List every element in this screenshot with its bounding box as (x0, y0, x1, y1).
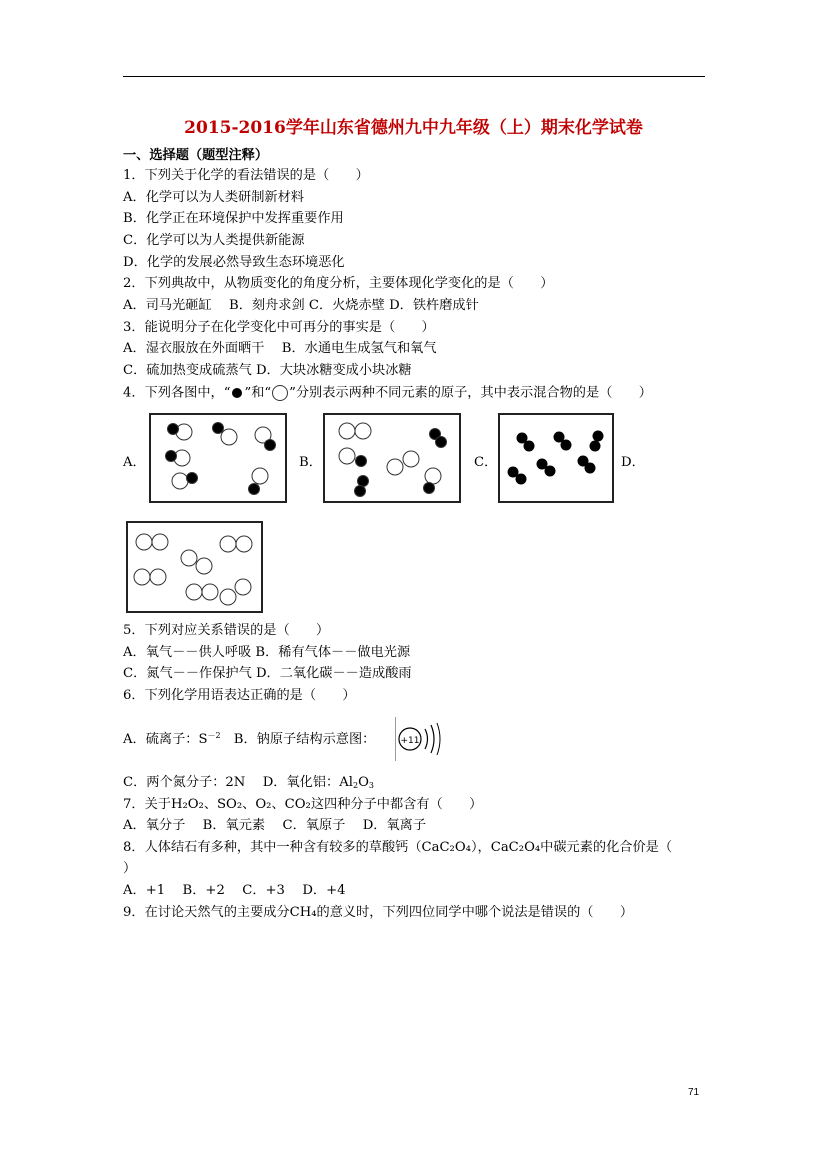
nucleus-charge: +11 (400, 736, 420, 746)
q6-o-subscript: 3 (368, 781, 374, 790)
black-atom-icon (230, 386, 244, 400)
q9-stem-part2: 的意义时，下列四位同学中哪个说法是错误的（ ） (316, 905, 634, 920)
q9-formula: CH₄ (289, 905, 317, 920)
page-title: 2015-2016学年山东省德州九中九年级（上）期末化学试卷 (184, 118, 643, 138)
q8-stem (123, 840, 672, 856)
q6-option-b: B．钠原子结构示意图： (220, 732, 376, 747)
q9-stem (123, 905, 633, 921)
q6-stem: 6．下列化学用语表达正确的是（ ） (123, 688, 356, 703)
sodium-structure-diagram (395, 717, 442, 765)
q4-diagram-c (498, 413, 614, 503)
q6-oxygen-symbol: O (358, 775, 369, 790)
q4-label-c: C． (474, 455, 498, 470)
q2-stem: 2．下列典故中，从物质变化的角度分析，主要体现化学变化的是（ ） (123, 276, 554, 291)
q6-sulfide-charge: －2 (207, 731, 221, 740)
q6-option-a: A．硫离子：S (123, 732, 208, 747)
q4-label-b: B． (299, 455, 322, 470)
q8-stem-part3: 中碳元素的化合价是（ (540, 840, 673, 855)
q4-diagram-b (323, 413, 461, 503)
header-rule (123, 76, 705, 77)
q5-options-ab: A．氧气－－供人呼吸 B．稀有气体－－做电光源 (123, 645, 411, 660)
q4-stem-part3: ”分别表示两种不同元素的原子，其中表示混合物的是（ ） (289, 385, 652, 401)
q3-stem: 3．能说明分子在化学变化中可再分的事实是（ ） (123, 320, 435, 335)
q7-formulas: H₂O₂、SO₂、O₂、CO₂ (170, 797, 311, 812)
q6-options-cd (123, 775, 374, 791)
q7-options: A．氧分子 B．氧元素 C．氧原子 D．氧离子 (123, 818, 427, 833)
q3-options-cd: C．硫加热变成硫蒸气 D．大块冰糖变成小块冰糖 (123, 363, 412, 378)
q8-formula-1: CaC₂O₄ (421, 840, 471, 855)
q5-stem: 5．下列对应关系错误的是（ ） (123, 623, 330, 638)
white-atom-icon (271, 384, 289, 402)
q7-stem-part2: 这四种分子中都含有（ ） (310, 797, 483, 812)
q4-label-a: A． (123, 455, 146, 470)
q4-diagram-a (149, 413, 287, 503)
page-number: 71 (688, 1087, 700, 1098)
q8-stem-part2: ）， (470, 840, 491, 855)
q3-options-ab: A．湿衣服放在外面晒干 B．水通电生成氢气和氧气 (123, 341, 437, 356)
q4-stem-part2: ”和“ (244, 385, 272, 401)
q4-label-d: D． (621, 455, 645, 470)
q6-al-subscript: 2 (352, 781, 359, 790)
q1-option-b: B．化学正在环境保护中发挥重要作用 (123, 211, 344, 226)
q1-option-c: C．化学可以为人类提供新能源 (123, 233, 305, 248)
q1-option-a: A．化学可以为人类研制新材料 (123, 190, 304, 205)
q7-stem-part1: 7．关于 (123, 797, 171, 812)
q2-options: A．司马光砸缸 B．刻舟求剑 C．火烧赤壁 D．铁杵磨成针 (123, 298, 479, 313)
q1-stem: 1．下列关于化学的看法错误的是（ ） (123, 168, 369, 183)
q4-stem-part1: 4．下列各图中，“ (123, 385, 231, 401)
section-heading: 一、选择题（题型注释） (123, 148, 269, 163)
q7-stem (123, 797, 482, 813)
q6-options-ab (123, 732, 375, 748)
q6-option-c-d: C．两个氮分子：2N D．氧化铝：Al (123, 775, 353, 790)
q8-stem-part1: 8．人体结石有多种，其中一种含有较多的草酸钙（ (123, 840, 422, 855)
q4-stem (123, 384, 652, 402)
q5-options-cd: C．氮气－－作保护气 D．二氧化碳－－造成酸雨 (123, 666, 412, 681)
q8-formula-2: CaC₂O₄ (490, 840, 541, 855)
q4-diagram-d (126, 521, 263, 613)
q8-options: A．+1 B．+2 C．+3 D．+4 (123, 883, 346, 898)
q9-stem-part1: 9．在讨论天然气的主要成分 (123, 905, 290, 920)
q8-stem-end: ） (123, 861, 137, 876)
q1-option-d: D．化学的发展必然导致生态环境恶化 (123, 255, 345, 270)
